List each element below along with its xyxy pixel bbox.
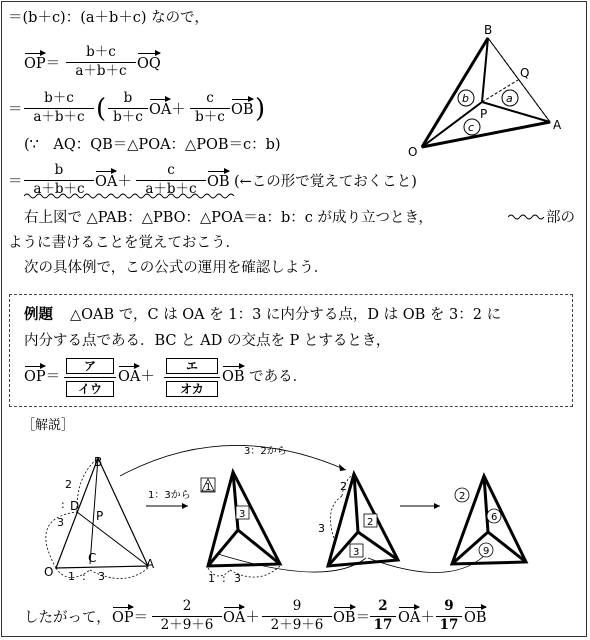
example-text-1: △OAB で，C は OA を 1：3 に内分する点，D は OB を 3：2 に (70, 307, 502, 323)
conclusion-ob: OB＝ (333, 610, 371, 626)
label-O: O (408, 145, 418, 159)
fraction-4: $\frac{c}{b+c}$ (190, 92, 230, 124)
fig-O: O (44, 565, 54, 579)
paren-open: ( (96, 94, 107, 124)
fraction-3: $\frac{b}{b+c}$ (108, 92, 148, 124)
mark-3: 3 (239, 509, 246, 520)
fraction-1: $\frac{b+c}{a+b+c}$ (66, 46, 136, 78)
answer-fraction-2: エ オカ (164, 358, 220, 397)
ob-vector-2: OB (207, 174, 230, 190)
from-13-label: 1：3から (148, 490, 191, 501)
example-ob: OB である． (222, 369, 308, 385)
conclusion-op: OP＝ (112, 610, 149, 626)
bottom-1: 1 (208, 572, 215, 585)
conclusion-ob-2: OB (464, 610, 487, 626)
label-P: P (480, 107, 488, 121)
remember-note: (←この形で覚えておくこと) (234, 174, 417, 190)
paragraph-1a: 右上図で △PAB：△PBO：△POA＝a：b：c が成り立つとき， (24, 210, 433, 226)
fraction-5: $\frac{b}{a+b+c}$ (24, 164, 94, 196)
ratio-line: ＝(b＋c)：(a＋b＋c) なので， (8, 10, 209, 26)
conclusion-frac-1: $\frac{2}{2+9+6}$ (152, 600, 222, 632)
paragraph-1c: ように書けることを覚えておこう． (8, 235, 240, 251)
op-vector: OP＝ (24, 56, 61, 72)
conclusion-oa-2: OA＋ (398, 610, 435, 626)
bottom-3: 3 (234, 572, 241, 585)
label-Q: Q (520, 66, 530, 80)
fig-A: A (146, 557, 155, 571)
circle-9: 9 (483, 546, 490, 557)
bottom-colon: : (222, 572, 226, 585)
paren-close: ) (255, 94, 266, 124)
because-line: (∵ AQ：QB＝△POA：△POB＝c：b) (24, 137, 281, 153)
fig-colon-1: : (61, 498, 65, 511)
oq-vector: OQ (137, 56, 161, 72)
answer-fraction-1: ア イウ (64, 358, 116, 397)
fraction-6: $\frac{c}{a+b+c}$ (136, 164, 206, 196)
example-op: OP＝ (24, 369, 61, 385)
mark-2: 2 (367, 517, 374, 528)
oa-vector-2: OA＋ (95, 174, 132, 190)
oa-vector-1: OA＋ (149, 102, 186, 118)
wavy-underline (24, 192, 236, 200)
equals-2: ＝ (8, 102, 23, 118)
label-B: B (484, 23, 493, 37)
fig-ratio-3: 3 (57, 516, 64, 529)
region-a: a (506, 92, 513, 105)
paragraph-1b: 部の (546, 210, 575, 226)
conclusion-lead: したがって， (24, 610, 111, 626)
circle-2: 2 (459, 491, 466, 502)
fig-ratio-1: 1 (68, 570, 75, 583)
from-32-label: 3：2から (244, 446, 287, 457)
region-c: c (468, 121, 475, 134)
region-b: b (462, 92, 469, 105)
fig-C: C (88, 551, 97, 565)
circle-6: 6 (491, 512, 498, 523)
fraction-2: $\frac{b+c}{a+b+c}$ (24, 92, 94, 124)
equals-3: ＝ (8, 174, 23, 190)
kaisetsu-label: ［解説］ (22, 418, 75, 433)
fig-ratio-3b: 3 (98, 570, 105, 583)
fig-B: B (94, 455, 103, 469)
example-text-2: 内分する点である．BC と AD の交点を P とするとき， (24, 333, 391, 349)
example-title: 例題 (24, 307, 53, 323)
conclusion-frac-2: $\frac{9}{2+9+6}$ (262, 600, 332, 632)
fig-D: D (70, 499, 80, 513)
conclusion-frac-3: $\frac{2}{17}$ (370, 600, 396, 632)
conclusion-frac-4: $\frac{9}{17}$ (436, 600, 462, 632)
ob-vector-1: OB (231, 102, 254, 118)
conclusion-oa: OA＋ (223, 610, 260, 626)
fig-P: P (96, 509, 104, 523)
example-oa: OA＋ (118, 369, 155, 385)
mark-1: 1 (205, 482, 212, 493)
triangle-figure-top (400, 22, 580, 162)
label-A: A (553, 118, 562, 132)
fig-colon-2: : (82, 570, 86, 583)
fig3-ratio-2: 2 (340, 480, 347, 493)
fig-ratio-2: 2 (65, 478, 72, 491)
mark-3b: 3 (353, 547, 360, 558)
solution-figures (28, 438, 578, 598)
paragraph-2: 次の具体例で，この公式の運用を確認しよう． (24, 260, 329, 276)
wavy-mark (508, 213, 548, 221)
fig3-ratio-3: 3 (318, 522, 325, 535)
